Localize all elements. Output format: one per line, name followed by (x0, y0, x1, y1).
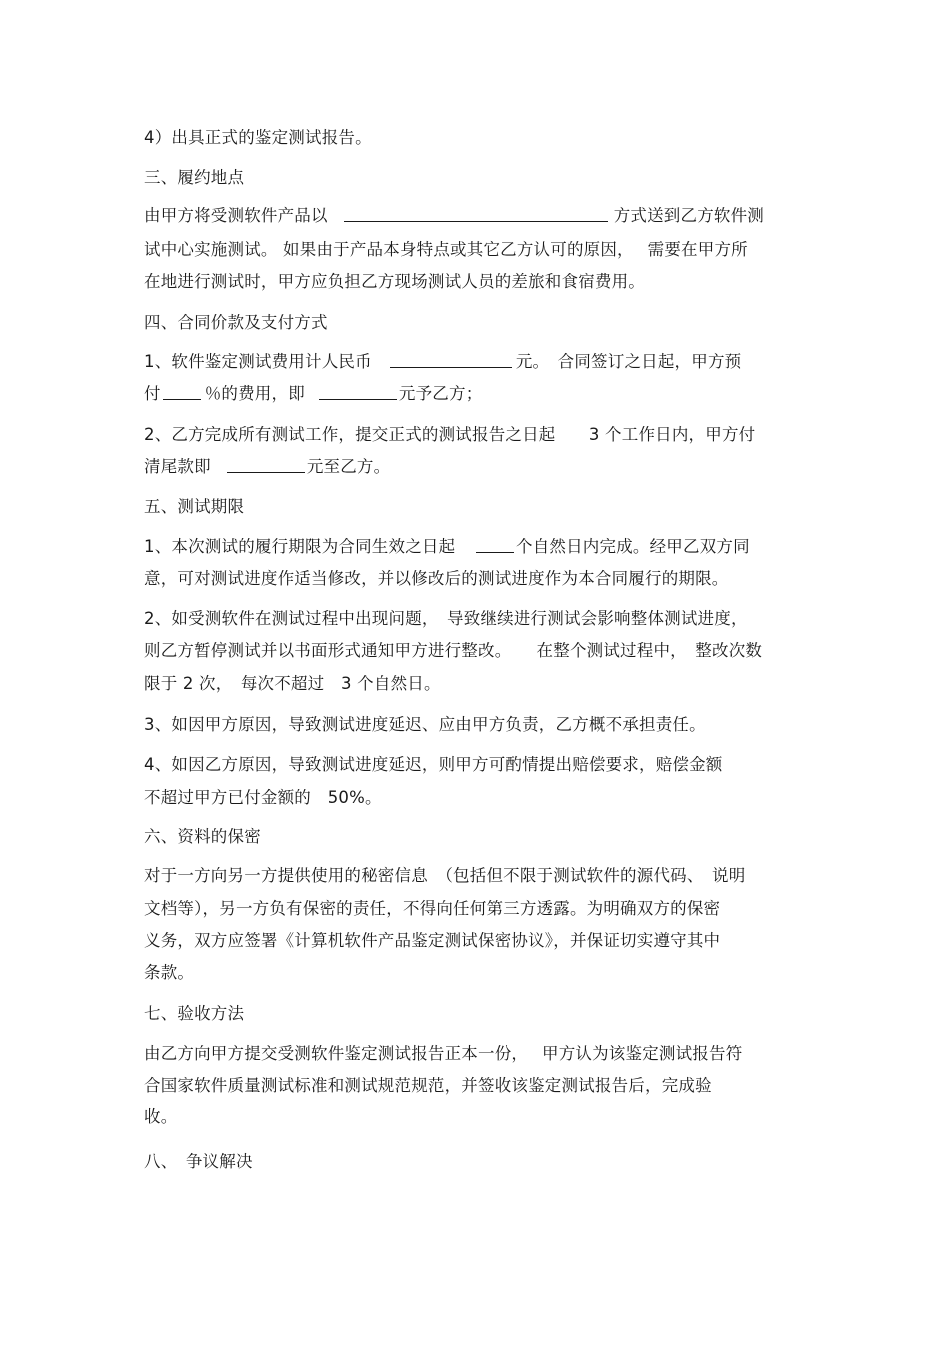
heading-text: 七、验收方法 (144, 1004, 245, 1023)
paragraph-line (144, 456, 390, 478)
paragraph-line (144, 1106, 177, 1128)
section-heading (144, 496, 244, 518)
text: 个自然日内完成。经甲乙双方同 (516, 537, 750, 556)
text: 条款。 (144, 963, 195, 982)
paragraph-line (144, 640, 762, 662)
paragraph-line (144, 424, 755, 446)
paragraph-line (144, 239, 748, 261)
text: 方式送到乙方软件测 (613, 206, 765, 225)
text: 由乙方向甲方提交受测软件鉴定测试报告正本一份， 甲方认为该鉴定测试报告符 (144, 1044, 743, 1063)
text: 限于 2 次， 每次不超过 3 个自然日。 (144, 674, 441, 693)
text: ％的费用，即 (204, 384, 305, 403)
text: 文档等），另一方负有保密的责任，不得向任何第三方透露。为明确双方的保密 (144, 899, 721, 918)
text: 意，可对测试进度作适当修改，并以修改后的测试进度作为本合同履行的期限。 (144, 569, 729, 588)
text: 则乙方暂停测试并以书面形式通知甲方进行整改。 在整个测试过程中， 整改次数 (144, 641, 763, 660)
blank-field[interactable] (227, 457, 305, 473)
section-heading (144, 167, 244, 189)
text: 1、软件鉴定测试费用计人民币 (144, 352, 372, 371)
paragraph-line (144, 383, 482, 405)
text: 合国家软件质量测试标准和测试规范规范，并签收该鉴定测试报告后，完成验 (144, 1076, 712, 1095)
heading-text: 三、履约地点 (144, 168, 245, 187)
section-heading (144, 1151, 253, 1173)
paragraph-line (144, 568, 729, 590)
paragraph-line (144, 608, 748, 630)
paragraph-line (144, 673, 441, 695)
text: 义务，双方应签署《计算机软件产品鉴定测试保密协议》，并保证切实遵守其中 (144, 931, 721, 950)
text: 元至乙方。 (306, 457, 391, 476)
paragraph-line (144, 1043, 742, 1065)
text: 不超过甲方已付金额的 50%。 (144, 788, 382, 807)
blank-field[interactable] (476, 537, 514, 553)
text: 4）出具正式的鉴定测试报告。 (144, 128, 372, 147)
blank-field[interactable] (163, 384, 201, 400)
text: 1、本次测试的履行期限为合同生效之日起 (144, 537, 472, 556)
paragraph-line (144, 271, 645, 293)
section-heading (144, 312, 328, 334)
blank-field[interactable] (344, 206, 608, 222)
paragraph-line (144, 1075, 712, 1097)
text: 2、乙方完成所有测试工作，提交正式的测试报告之日起 3 个工作日内，甲方付 (144, 425, 756, 444)
heading-text: 八、 争议解决 (144, 1152, 253, 1171)
section-heading (144, 1003, 244, 1025)
paragraph-line (144, 351, 741, 373)
section-heading (144, 826, 261, 848)
paragraph-line (144, 787, 382, 809)
paragraph-line (144, 865, 745, 887)
paragraph-line (144, 536, 750, 558)
text: 收。 (144, 1107, 178, 1126)
heading-text: 四、合同价款及支付方式 (144, 313, 328, 332)
blank-field[interactable] (390, 352, 512, 368)
text: 元。 合同签订之日起，甲方预 (515, 352, 742, 371)
blank-field[interactable] (319, 384, 397, 400)
text: 在地进行测试时，甲方应负担乙方现场测试人员的差旅和食宿费用。 (144, 272, 645, 291)
text: 由甲方将受测软件产品以 (144, 206, 328, 225)
text: 对于一方向另一方提供使用的秘密信息 （包括但不限于测试软件的源代码、 说明 (144, 866, 746, 885)
text: 清尾款即 (144, 457, 211, 476)
paragraph-line (144, 205, 764, 227)
paragraph-line (144, 898, 720, 920)
text: 3、如因甲方原因，导致测试进度延迟、应由甲方负责，乙方概不承担责任。 (144, 715, 706, 734)
paragraph-line (144, 962, 194, 984)
text: 付 (144, 384, 161, 403)
paragraph-line (144, 930, 720, 952)
text: 4、如因乙方原因，导致测试进度延迟，则甲方可酌情提出赔偿要求，赔偿金额 (144, 755, 723, 774)
heading-text: 六、资料的保密 (144, 827, 261, 846)
text: 元予乙方； (398, 384, 483, 403)
text: 2、如受测软件在测试过程中出现问题， 导致继续进行测试会影响整体测试进度， (144, 609, 748, 628)
list-item (144, 127, 372, 149)
paragraph-line (144, 714, 706, 736)
paragraph-line (144, 754, 723, 776)
heading-text: 五、测试期限 (144, 497, 245, 516)
text: 试中心实施测试。 如果由于产品本身特点或其它乙方认可的原因， 需要在甲方所 (144, 240, 748, 259)
